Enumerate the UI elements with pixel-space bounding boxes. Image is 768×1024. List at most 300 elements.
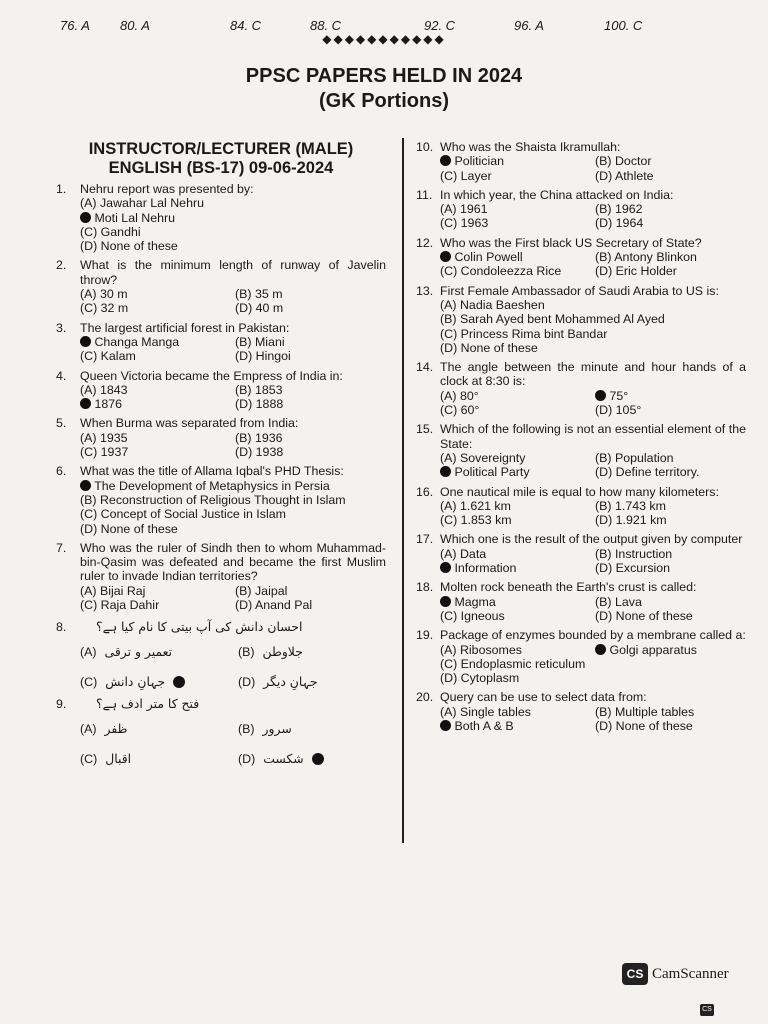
option-label [440,155,451,166]
option-text: 105° [615,403,642,418]
question-number: 18. [416,580,434,595]
option [595,609,746,623]
option-label: (A) [80,287,97,302]
option-text: Excursion [615,561,671,576]
option-label: (C) [80,349,98,364]
option-label: (D) [595,168,613,183]
option [440,643,591,657]
question [56,464,386,535]
option-label: (D) [80,239,98,254]
option [440,547,591,561]
option-marked-answer [80,335,231,349]
question-text: When Burma was separated from India: [80,416,299,431]
urdu-question [56,620,386,689]
option [440,327,746,341]
option-marked-answer [440,719,591,733]
question-text: فتح کا متر ادف ہے؟ [96,696,200,712]
option-text: Concept of Social Justice in Islam [100,507,286,522]
question [416,690,746,733]
option [80,239,386,253]
question [416,422,746,479]
question-text: The largest artificial forest in Pakistan: [80,320,290,335]
option [80,598,231,612]
title-line-1: PPSC PAPERS HELD IN 2024 [245,65,523,87]
option-text: Condoleezza Rice [460,264,562,279]
answer-key-item: 80. A [120,18,150,33]
option-text: Define territory. [615,465,700,480]
camscanner-watermark: CamScanner [652,966,729,982]
option-text: Moti Lal Nehru [94,210,176,225]
option [80,522,386,536]
option-text: 75° [609,388,629,403]
marked-answer-dot-icon [173,676,185,688]
question [416,532,746,575]
option [440,451,591,465]
question-text: Who was the ruler of Sindh then to whom Muhammad-bin-Qasim was defeated and became the first Muslim ruler to invade Indian territories? [80,540,386,584]
option-list [440,298,746,355]
option [440,403,591,417]
option [235,445,386,459]
option [440,499,591,513]
option-text: Endoplasmic reticulum [460,656,586,671]
option-label: (D) [235,445,253,460]
answer-key-item: 96. A [514,18,544,33]
option-text: جہانِ دانش [105,673,166,689]
left-question-list [56,182,386,612]
camscanner-logo-icon: CS [622,963,648,985]
option-list [80,645,386,690]
question-text: Package of enzymes bounded by a membrane called a: [440,628,746,643]
question-header [416,580,746,594]
option-text: Political Party [454,465,530,480]
option-list [440,250,746,279]
option-list [440,389,746,418]
question [416,580,746,623]
question-text: In which year, the China attacked on India: [440,187,674,202]
option-list [80,383,386,412]
section-heading-line-2: ENGLISH (BS-17) 09-06-2024 [108,159,334,177]
option-text: Bijai Raj [99,583,146,598]
answer-key-item: 76. A [60,18,90,33]
answer-key-item: 92. C [424,18,456,33]
question [56,182,386,253]
option-label: (C) [440,513,458,528]
option-label: (B) [595,202,612,217]
question-header [56,697,386,711]
question-text: One nautical mile is equal to how many kilometers: [440,484,719,499]
option-label: (D) [595,718,613,733]
option-text: Raja Dahir [100,598,160,613]
question-number: 6. [56,464,67,479]
question-header [56,258,386,287]
question-number: 12. [416,235,434,250]
option-text: Reconstruction of Religious Thought in Islam [99,492,346,507]
option [595,547,746,561]
decorative-diamonds: ◆◆◆◆◆◆◆◆◆◆◆ [322,32,446,46]
urdu-question-list [56,620,386,766]
option-marked-answer [595,389,746,403]
question-text: Molten rock beneath the Earth's crust is called: [440,580,697,595]
question-header [56,369,386,383]
option-text: Hingoi [255,349,291,364]
option-text: Sovereignty [459,450,526,465]
option-text: Athlete [614,168,654,183]
question-header [56,464,386,478]
option-list [80,584,386,613]
option-text: 1963 [460,216,489,231]
option-label: (D) [595,608,613,623]
option-label: (B) [80,492,97,507]
option [235,584,386,598]
option-label: (B) [235,334,252,349]
question-number: 7. [56,540,67,555]
page-title [0,64,768,114]
question [416,188,746,231]
option [595,169,746,183]
question-text: Which of the following is not an essential element of the State: [440,422,746,451]
option-text: Instruction [614,546,673,561]
option-label: (C) [440,656,458,671]
question [56,321,386,364]
option [80,507,386,521]
option [595,513,746,527]
option-label: (A) [440,546,457,561]
option-label: (B) [595,450,612,465]
option-label: (C) [80,445,98,460]
option [440,202,591,216]
option-text: Information [454,561,517,576]
title-line-2: (GK Portions) [319,90,449,112]
option-text: 1.743 km [614,498,666,513]
option-text: 1853 [254,382,283,397]
option-text: None of these [460,340,538,355]
option-label: (C) [440,326,458,341]
option-label: (D) [595,513,613,528]
option [440,298,746,312]
option-marked-answer [595,643,746,657]
option-label: (A) [440,642,457,657]
option-text: 1938 [255,445,284,460]
option [80,349,231,363]
option-text: 32 m [100,301,129,316]
option-text: ظفر [104,720,128,736]
question [416,485,746,528]
question-header [416,422,746,451]
option-text: 1.853 km [460,513,512,528]
option-label: (B) [238,721,255,736]
answer-key-item: 84. C [230,18,262,33]
answer-key-item: 88. C [310,18,342,33]
question-header [56,416,386,430]
option-label: (C) [80,751,98,766]
option [595,451,746,465]
option [440,389,591,403]
option-label: (B) [595,594,612,609]
option-label: (D) [595,465,613,480]
option [235,383,386,397]
option-marked-answer [80,675,228,689]
option [235,397,386,411]
question-text: The angle between the minute and hour hands of a clock at 8:30 is: [440,360,746,389]
question-header [416,360,746,389]
option-marked-answer [238,752,386,766]
option-label: (A) [80,382,97,397]
answer-key-item: 100. C [604,18,643,33]
question-number: 16. [416,484,434,499]
option-marked-answer [80,479,386,493]
option [595,595,746,609]
option-text: Both A & B [454,718,514,733]
option-spacer [595,657,746,671]
option-text: Igneous [460,608,505,623]
column-divider [402,138,404,843]
option [595,202,746,216]
option-label: (C) [440,168,458,183]
option-label: (D) [440,340,458,355]
option-label: (A) [440,498,457,513]
option-label: (B) [595,250,612,265]
question-header [416,690,746,704]
option-label: (D) [238,751,256,766]
option-label [80,212,91,223]
option-label: (C) [440,608,458,623]
option-label: (A) [80,430,97,445]
option-text: Miani [254,334,285,349]
question [416,284,746,355]
option [440,312,746,326]
option [595,250,746,264]
option-label: (C) [80,598,98,613]
option [595,499,746,513]
question-text: What was the title of Allama Iqbal's PHD Thesis: [80,464,344,479]
option-label: (A) [80,721,97,736]
option-label: (C) [80,301,98,316]
question-text: Which one is the result of the output given by computer [440,532,743,547]
option-label: (D) [235,397,253,412]
camscanner-small-logo-icon: CS [700,1004,714,1016]
option-text: اقبال [105,750,132,766]
question-number: 11. [416,187,433,202]
option-marked-answer [440,250,591,264]
option-marked-answer [440,154,591,168]
question [416,628,746,685]
question-text: Queen Victoria became the Empress of India in: [80,368,343,383]
option-label: (A) [440,388,457,403]
option-text: Population [614,450,674,465]
option-list [440,202,746,231]
option-text: جہانِ دیگر [263,673,318,689]
option-label: (A) [440,202,457,217]
option-label: (C) [440,264,458,279]
option-label: (B) [235,583,252,598]
option-text: Magma [454,594,496,609]
option-label: (B) [595,704,612,719]
question-header [416,485,746,499]
option-label: (A) [80,583,97,598]
option-text: 1888 [255,397,284,412]
option-label: (B) [235,382,252,397]
option [80,445,231,459]
option-text: Data [459,546,487,561]
option [80,722,228,736]
question-header [416,236,746,250]
question-number: 17. [416,532,434,547]
section-heading [56,140,386,178]
section-heading-line-1: INSTRUCTOR/LECTURER (MALE) [88,140,354,158]
right-question-list [416,140,746,733]
option [595,561,746,575]
question-number: 3. [56,320,67,335]
question-header [416,188,746,202]
option-marked-answer [80,397,231,411]
option-label: (D) [80,521,98,536]
option [595,216,746,230]
question [56,369,386,412]
option-text: Ribosomes [459,642,522,657]
question-number: 8. [56,620,67,635]
option [440,216,591,230]
option-label [440,720,451,731]
option-label: (D) [595,216,613,231]
option-label: (B) [595,546,612,561]
question-header [416,532,746,546]
option-label: (D) [440,671,458,686]
option-text: 1935 [99,430,128,445]
option-label [440,466,451,477]
option [235,431,386,445]
option-text: تعمیر و ترقی [104,643,173,659]
option-label: (D) [235,598,253,613]
question-text: Who was the First black US Secretary of State? [440,235,702,250]
option [238,675,386,689]
option-text: Nadia Baeshen [459,297,545,312]
option [80,287,231,301]
option-label: (D) [595,561,613,576]
question-text: Who was the Shaista Ikramullah: [440,140,621,154]
option-text: Antony Blinkon [614,250,697,265]
option [595,705,746,719]
question-number: 5. [56,416,67,431]
option-label: (C) [440,216,458,231]
option-label [440,251,451,262]
option-label [595,390,606,401]
option-text: Jawahar Lal Nehru [99,196,204,211]
option-text: 35 m [254,287,283,302]
option-label: (B) [235,430,252,445]
option-text: Sarah Ayed bent Mohammed Al Ayed [459,312,665,327]
option-label: (B) [235,287,252,302]
option-label [440,562,451,573]
option-marked-answer [440,561,591,575]
option-list [80,479,386,536]
option-text: The Development of Metaphysics in Persia [94,478,330,493]
option-list [80,431,386,460]
question-header [416,140,746,154]
option [440,657,591,671]
option-label: (B) [440,312,457,327]
option-text: Golgi apparatus [609,642,697,657]
option-list [440,595,746,624]
question-header [56,182,386,196]
option [440,671,591,685]
option-text: Kalam [100,349,136,364]
option [80,431,231,445]
option-label: (B) [595,154,612,169]
option-label [80,398,91,409]
option [440,169,591,183]
option [238,722,386,736]
option-text: Multiple tables [614,704,695,719]
option-text: 1876 [94,397,123,412]
question-header [416,628,746,642]
option-text: Single tables [459,704,531,719]
option-text: جلاوطن [262,643,303,659]
option-text: 1937 [100,445,129,460]
option-list [80,722,386,767]
option [440,513,591,527]
option [80,196,386,210]
marked-answer-dot-icon [312,753,324,765]
option [80,584,231,598]
option-list [440,154,746,183]
option [80,645,228,659]
option-text: سرور [262,720,292,736]
option [80,383,231,397]
option [595,465,746,479]
option-list [440,499,746,528]
question-number: 15. [416,422,434,437]
option-text: 30 m [99,287,128,302]
option-label [80,480,91,491]
option [595,719,746,733]
question-text: Query can be use to select data from: [440,690,647,705]
option-label: (D) [235,301,253,316]
option [238,645,386,659]
option [235,287,386,301]
option-text: شکست [263,750,304,766]
option [80,301,231,315]
option [440,705,591,719]
question-text: First Female Ambassador of Saudi Arabia to US is: [440,283,719,298]
question-number: 10. [416,140,434,154]
option-text: Politician [454,154,505,169]
option-label: (A) [440,704,457,719]
option-text: None of these [615,608,693,623]
option-list [80,287,386,316]
option-text: 1.921 km [615,513,667,528]
option-text: 1961 [459,202,488,217]
option-text: 1843 [99,382,128,397]
option-text: Anand Pal [254,598,313,613]
question [416,360,746,417]
option [595,264,746,278]
option-text: 80° [459,388,479,403]
option-list [440,643,746,686]
question-header [56,321,386,335]
left-column [56,140,386,766]
option-label [440,596,451,607]
question [416,140,746,183]
option-text: 1936 [254,430,283,445]
question-header [56,620,386,634]
option-marked-answer [440,465,591,479]
option-label: (A) [80,644,97,659]
question [416,236,746,279]
option-label: (D) [235,349,253,364]
option-label [595,644,606,655]
question-number: 1. [56,182,67,196]
option-text: Layer [460,168,492,183]
